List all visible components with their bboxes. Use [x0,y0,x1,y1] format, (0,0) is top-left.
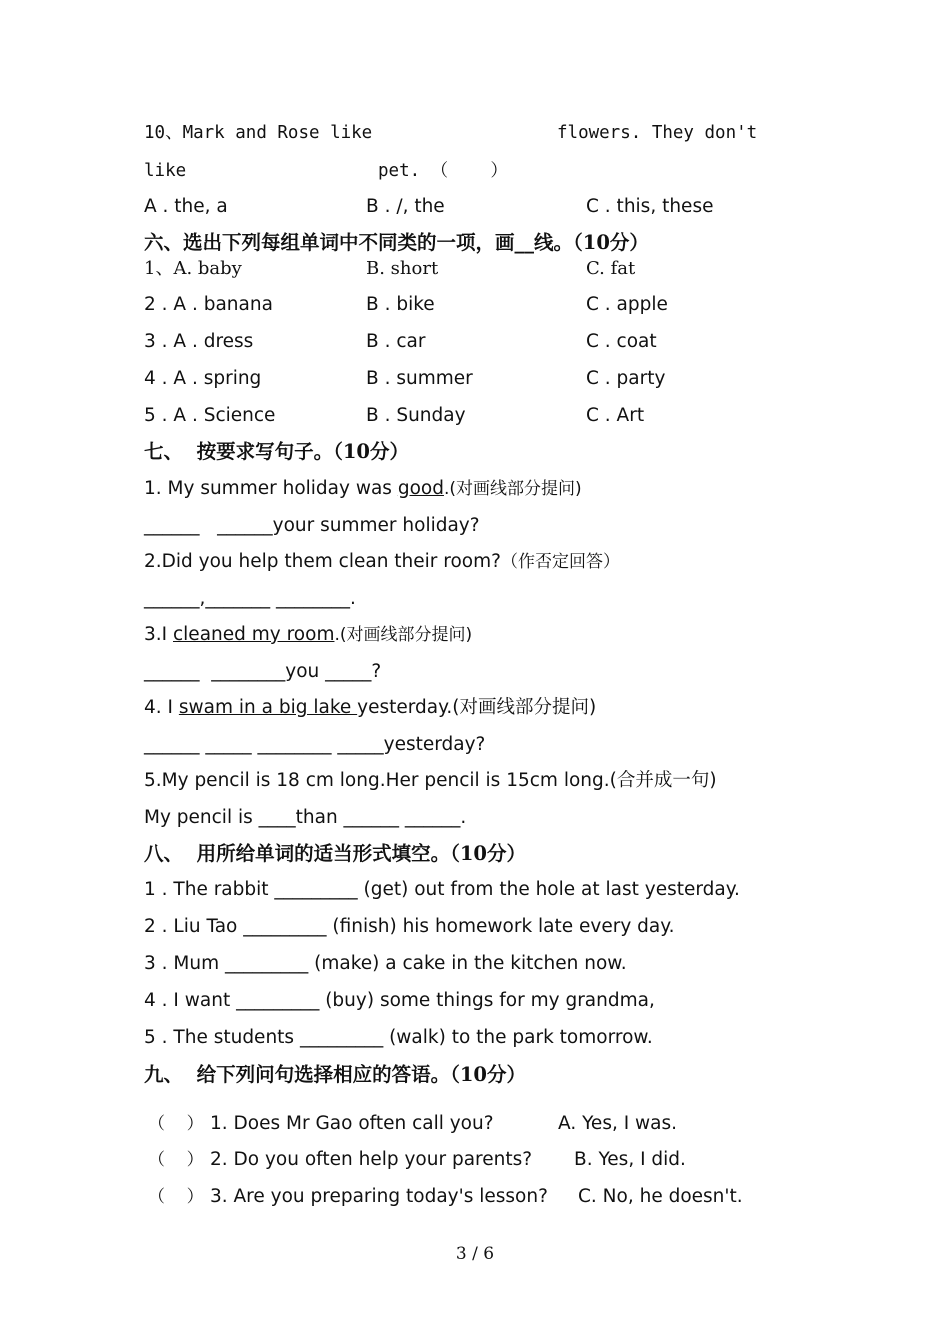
section9-answer: C. No, he doesn't. [578,1186,743,1207]
section6-row3-c: C . coat [586,331,657,352]
q3-underlined: cleaned my room [173,624,335,645]
q3-note: .(对画线部分提问) [334,625,473,645]
q2-text: 2.Did you help them clean their room? [144,551,501,572]
section6-row3-a: 3 . A . dress [144,331,254,352]
section9-question: 1. Does Mr Gao often call you? [210,1113,494,1134]
section8-item: 3 . Mum _________ (make) a cake in the kitchen now. [144,953,627,974]
section9-question: 2. Do you often help your parents? [210,1149,533,1170]
q1-note: .(对画线部分提问) [443,479,582,499]
q10-line2-left: like [144,161,187,181]
section7-q3 [144,624,472,646]
section6-row2-c: C . apple [586,294,668,315]
section7-a4: ______ _____ ________ _____yesterday? [144,734,486,755]
answer-paren: （ ） [148,1114,204,1134]
q4-note: yesterday.(对画线部分提问) [357,697,597,718]
q10-option-a: A . the, a [144,196,228,217]
answer-paren: （ ） [148,1150,204,1170]
section6-row1-c: C. fat [586,258,636,279]
section6-row4-b: B . summer [366,368,473,389]
section7-q1 [144,478,582,500]
section8-title: 八、 用所给单词的适当形式填空。（10分） [144,842,526,865]
section6-row4-c: C . party [586,368,666,389]
q10-option-c: C . this, these [586,196,714,217]
answer-paren: （ ） [148,1187,204,1207]
section6-row2-b: B . bike [366,294,435,315]
section7-a2: ______,_______ ________. [144,588,356,609]
q4-text: 4. I [144,697,179,718]
q1-text: 1. My summer holiday was [144,478,398,499]
q10-option-b: B . /, the [366,196,445,217]
section7-a3: ______ ________you _____? [144,661,382,682]
section8-item: 2 . Liu Tao _________ (finish) his homework late every day. [144,916,675,937]
page-number: 3 / 6 [455,1244,495,1264]
section8-item: 4 . I want _________ (buy) some things for my grandma, [144,990,655,1011]
section7-title: 七、 按要求写句子。（10分） [144,440,409,463]
section7-q5: 5.My pencil is 18 cm long.Her pencil is 15cm long.(合并成一句) [144,770,717,791]
section6-row5-b: B . Sunday [366,405,466,426]
section9-answer: A. Yes, I was. [558,1113,678,1134]
q10-line1-left: 10、Mark and Rose like [144,123,373,143]
section6-row1-b: B. short [366,258,439,279]
section9-answer: B. Yes, I did. [574,1149,686,1170]
section8-item: 1 . The rabbit _________ (get) out from the hole at last yesterday. [144,879,740,900]
q10-line2-right: pet. （ ） [378,161,508,181]
q3-text: 3.I [144,624,173,645]
q4-underlined: swam in a big lake [178,697,358,718]
section6-row5-a: 5 . A . Science [144,405,276,426]
q10-line1-right: flowers. They don't [557,123,758,143]
section7-q2 [144,551,620,573]
section6-row3-b: B . car [366,331,426,352]
section6-row5-c: C . Art [586,405,645,426]
section6-row1-a: 1、A. baby [144,258,242,279]
section9-question: 3. Are you preparing today's lesson? [210,1186,548,1207]
section6-row4-a: 4 . A . spring [144,368,262,389]
section8-item: 5 . The students _________ (walk) to the park tomorrow. [144,1027,653,1048]
section7-q4 [144,697,596,719]
section7-a5: My pencil is ____than ______ ______. [144,807,467,828]
section6-title: 六、选出下列每组单词中不同类的一项，画__线。（10分） [144,231,649,254]
section7-a1: ______ ______your summer holiday? [144,515,480,536]
section6-row2-a: 2 . A . banana [144,294,273,315]
q1-underlined: good [397,478,444,499]
section9-title: 九、 给下列问句选择相应的答语。（10分） [144,1063,526,1086]
q2-note: （作否定回答） [500,552,620,572]
